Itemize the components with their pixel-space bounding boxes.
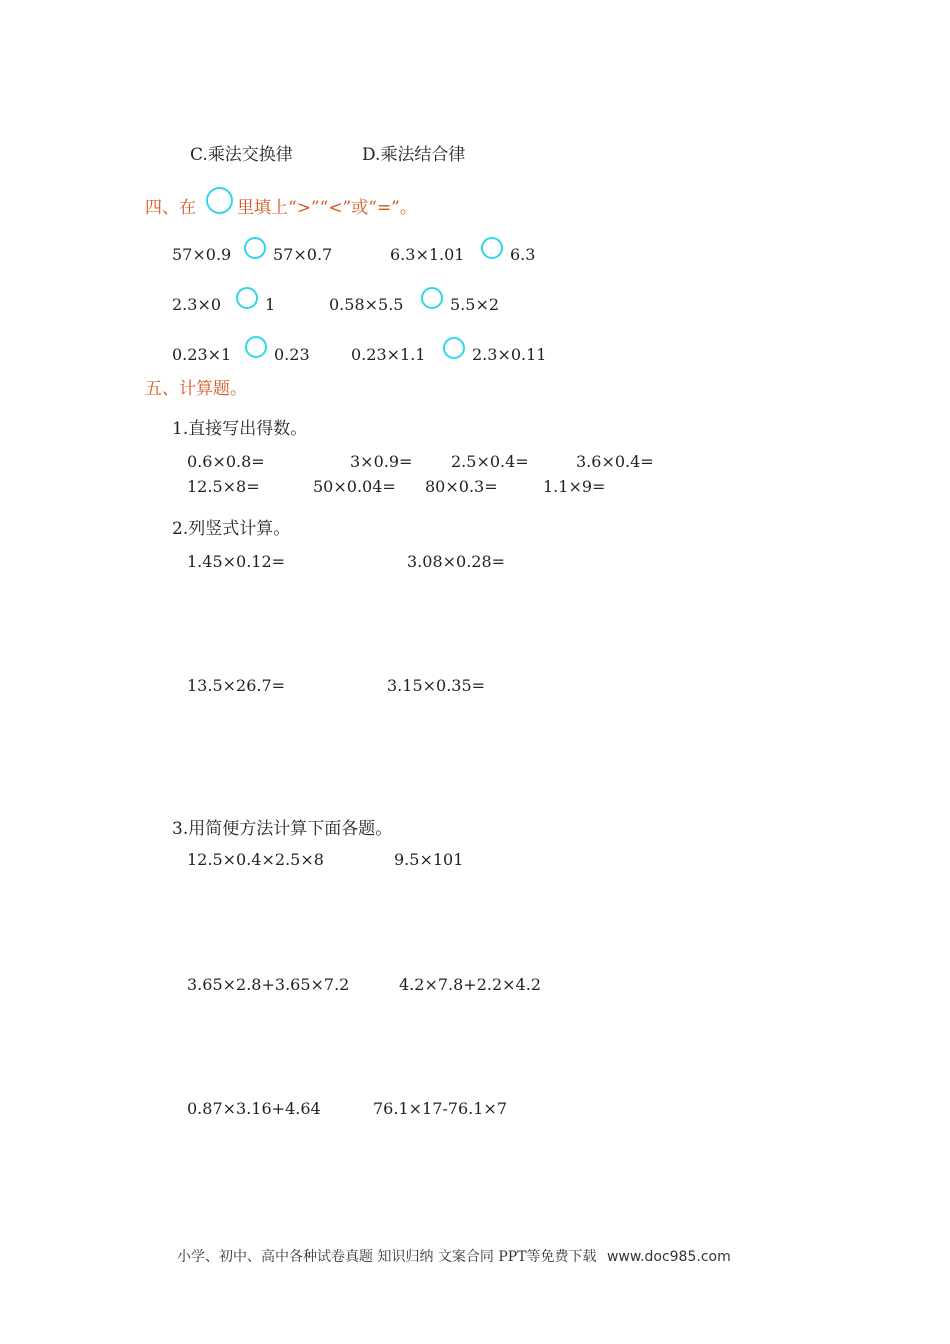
section4-title-post: 里填上“>”“<”或“=”。 [237,198,417,218]
simplify-problem: 9.5×101 [394,850,464,869]
footer-url[interactable]: www.doc985.com [606,1249,731,1265]
compare-left: 0.23×1 [172,345,232,364]
part1-heading [172,414,307,439]
simplify-problem: 3.65×2.8+3.65×7.2 [187,975,350,994]
vertical-problem: 3.15×0.35= [387,676,486,695]
vertical-problem: 1.45×0.12= [187,552,286,571]
part1-number: 1. [172,419,189,439]
option-d [362,140,465,165]
vertical-problem: 13.5×26.7= [187,676,286,695]
section4-title-pre: 四、在 [145,198,196,218]
compare-left: 0.23×1.1 [351,345,426,364]
simplify-problem: 4.2×7.8+2.2×4.2 [399,975,541,994]
option-d-text: 乘法结合律 [380,145,466,165]
part3-label: 用简便方法计算下面各题。 [188,819,393,839]
part3-number: 3. [172,819,189,839]
compare-right: 57×0.7 [273,245,333,264]
part2-heading [172,514,290,539]
oral-problem: 1.1×9= [543,477,606,496]
option-d-letter: D. [362,145,381,165]
vertical-problem: 3.08×0.28= [407,552,506,571]
compare-left: 2.3×0 [172,295,222,314]
compare-right: 6.3 [510,245,536,264]
part3-heading [172,814,392,839]
answer-circle-icon[interactable] [236,287,258,309]
part2-number: 2. [172,519,189,539]
oral-problem: 12.5×8= [187,477,260,496]
answer-circle-icon[interactable] [245,336,267,358]
compare-right: 0.23 [274,345,310,364]
compare-right: 2.3×0.11 [472,345,547,364]
compare-left: 6.3×1.01 [390,245,465,264]
compare-left: 0.58×5.5 [329,295,404,314]
simplify-problem: 12.5×0.4×2.5×8 [187,850,324,869]
section5-title: 五、计算题。 [145,379,247,399]
option-c-letter: C. [190,145,208,165]
compare-circle-icon [206,187,233,214]
simplify-problem: 76.1×17-76.1×7 [373,1099,508,1118]
footer [177,1246,731,1266]
simplify-problem: 0.87×3.16+4.64 [187,1099,321,1118]
footer-text: 小学、初中、高中各种试卷真题 知识归纳 文案合同 PPT等免费下载 [177,1249,597,1265]
part1-label: 直接写出得数。 [188,419,308,439]
option-c [190,140,293,165]
answer-circle-icon[interactable] [244,237,266,259]
oral-problem: 3×0.9= [350,452,413,471]
answer-circle-icon[interactable] [481,237,503,259]
answer-circle-icon[interactable] [443,337,465,359]
oral-problem: 50×0.04= [313,477,396,496]
oral-problem: 0.6×0.8= [187,452,265,471]
answer-circle-icon[interactable] [421,287,443,309]
part2-label: 列竖式计算。 [188,519,291,539]
compare-right: 5.5×2 [450,295,500,314]
option-c-text: 乘法交换律 [207,145,293,165]
oral-problem: 80×0.3= [425,477,498,496]
oral-problem: 2.5×0.4= [451,452,529,471]
compare-left: 57×0.9 [172,245,232,264]
oral-problem: 3.6×0.4= [576,452,654,471]
compare-right: 1 [265,295,276,314]
